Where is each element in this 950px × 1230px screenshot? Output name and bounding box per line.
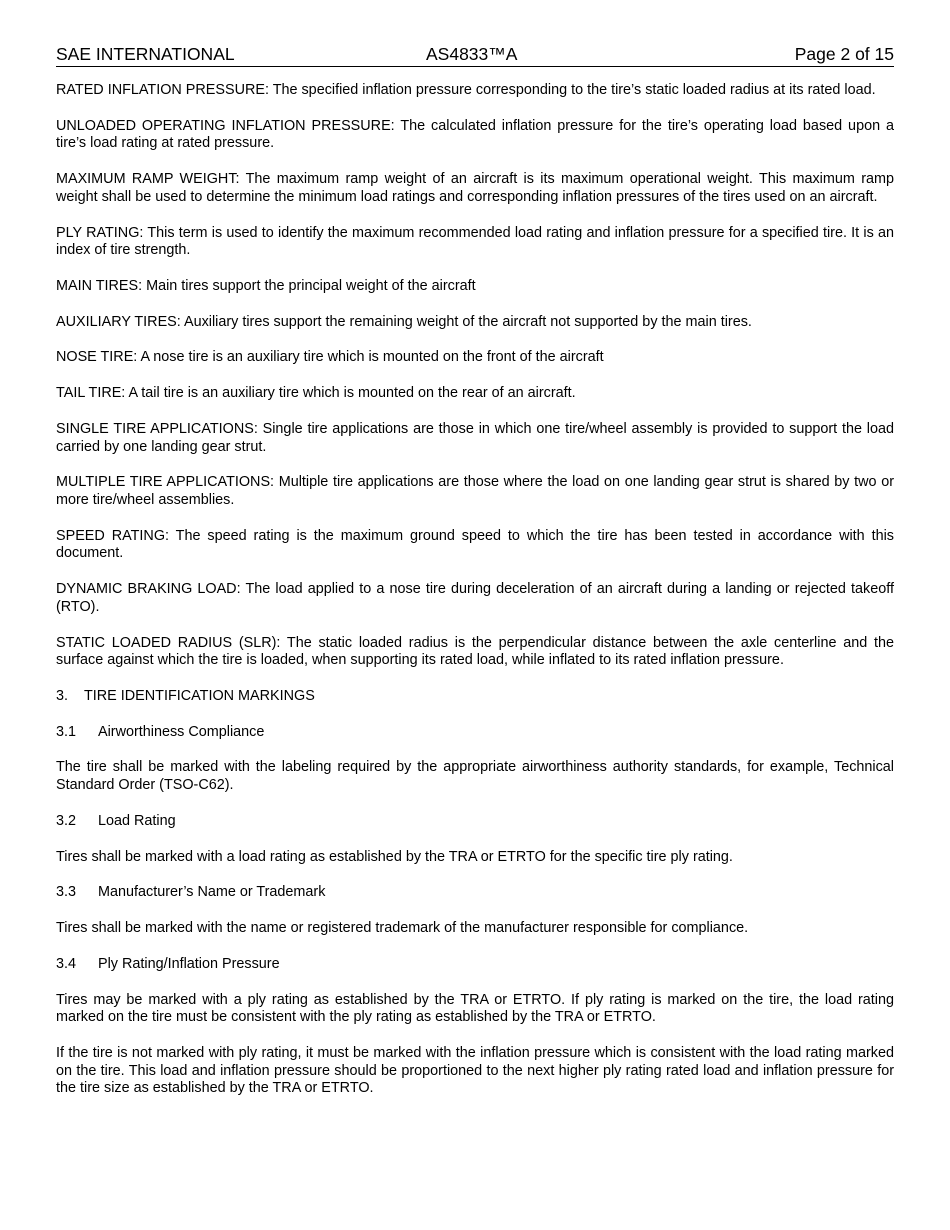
subsection-heading (56, 813, 894, 831)
document-page (56, 44, 894, 1116)
subsection-heading (56, 724, 894, 742)
definition-speed-rating: SPEED RATING: The speed rating is the maximum ground speed to which the tire has been tested in accordance with this document. (56, 527, 894, 562)
subsection-title: Load Rating (98, 812, 176, 829)
header-page-number: Page 2 of 15 (794, 44, 894, 64)
definition-rated-inflation-pressure: RATED INFLATION PRESSURE: The specified inflation pressure corresponding to the tire’s static loaded radius at its rated load. (56, 82, 876, 98)
definition-main-tires: MAIN TIRES: Main tires support the principal weight of the aircraft (56, 277, 476, 294)
subsection-paragraph: Tires may be marked with a ply rating as established by the TRA or ETRTO. If ply rating is marked on the tire, the load rating marked on the tire must be consistent with the ply rating as established by the TRA or ETRTO. (56, 991, 894, 1026)
page-header (56, 44, 894, 67)
subsection-number: 3.1 (56, 723, 77, 740)
definition-static-loaded-radius: STATIC LOADED RADIUS (SLR): The static loaded radius is the perpendicular distance between the axle centerline and the surface against which the tire is loaded, when supporting its rated load, while inflated to its rated inflation pressure. (56, 634, 894, 669)
subsection-heading (56, 956, 894, 974)
definition-ply-rating: PLY RATING: This term is used to identify the maximum recommended load rating and inflation pressure for a specified tire. It is an index of tire strength. (56, 224, 894, 259)
subsection-title: Ply Rating/Inflation Pressure (98, 955, 280, 972)
subsection-paragraph: Tires shall be marked with the name or registered trademark of the manufacturer responsible for compliance. (56, 920, 749, 937)
subsection-title: Manufacturer’s Name or Trademark (98, 884, 326, 901)
section-title: TIRE IDENTIFICATION MARKINGS (84, 687, 315, 704)
definition-unloaded-operating-inflation-pressure: UNLOADED OPERATING INFLATION PRESSURE: The calculated inflation pressure for the tire’s operating load based upon a tire’s load rating at rated pressure. (56, 117, 894, 152)
subsection-heading (56, 884, 894, 902)
subsection-paragraph: If the tire is not marked with ply rating, it must be marked with the inflation pressure which is consistent with the load rating marked on the tire. This load and inflation pressure should be proportioned to the next higher ply rating rated load and inflation pressure for the tire size as established by the TRA or ETRTO. (56, 1045, 894, 1097)
subsection-number: 3.3 (56, 884, 77, 901)
header-organization: SAE INTERNATIONAL (56, 44, 235, 64)
subsection-paragraph: Tires shall be marked with a load rating as established by the TRA or ETRTO for the specific tire ply rating. (56, 848, 733, 865)
subsection-title: Airworthiness Compliance (98, 723, 265, 740)
definition-nose-tire: NOSE TIRE: A nose tire is an auxiliary tire which is mounted on the front of the aircraft (56, 349, 604, 366)
section-number: 3. (56, 687, 69, 704)
definition-dynamic-braking-load: DYNAMIC BRAKING LOAD: The load applied to a nose tire during deceleration of an aircraft during a landing or rejected takeoff (RTO). (56, 581, 894, 615)
subsection-number: 3.4 (56, 955, 77, 972)
subsection-number: 3.2 (56, 812, 77, 829)
definition-auxiliary-tires: AUXILIARY TIRES: Auxiliary tires support the remaining weight of the aircraft not supported by the main tires. (56, 313, 752, 330)
definition-single-tire-applications: SINGLE TIRE APPLICATIONS: Single tire applications are those in which one tire/wheel assembly is provided to support the load carried by one landing gear strut. (56, 421, 894, 455)
document-body (56, 82, 894, 1098)
definition-maximum-ramp-weight: MAXIMUM RAMP WEIGHT: The maximum ramp weight of an aircraft is its maximum operational weight. This maximum ramp weight shall be used to determine the minimum load ratings and corresponding inflation pressures of the tires used on an aircraft. (56, 171, 894, 205)
section-heading (56, 688, 894, 706)
subsection-paragraph: The tire shall be marked with the labeling required by the appropriate airworthiness authority standards, for example, Technical Standard Order (TSO-C62). (56, 759, 894, 794)
definition-multiple-tire-applications: MULTIPLE TIRE APPLICATIONS: Multiple tire applications are those where the load on one landing gear strut is shared by two or more tire/wheel assemblies. (56, 474, 894, 508)
definition-tail-tire: TAIL TIRE: A tail tire is an auxiliary tire which is mounted on the rear of an aircraft. (56, 385, 576, 402)
header-document-id: AS4833™A (426, 44, 518, 64)
